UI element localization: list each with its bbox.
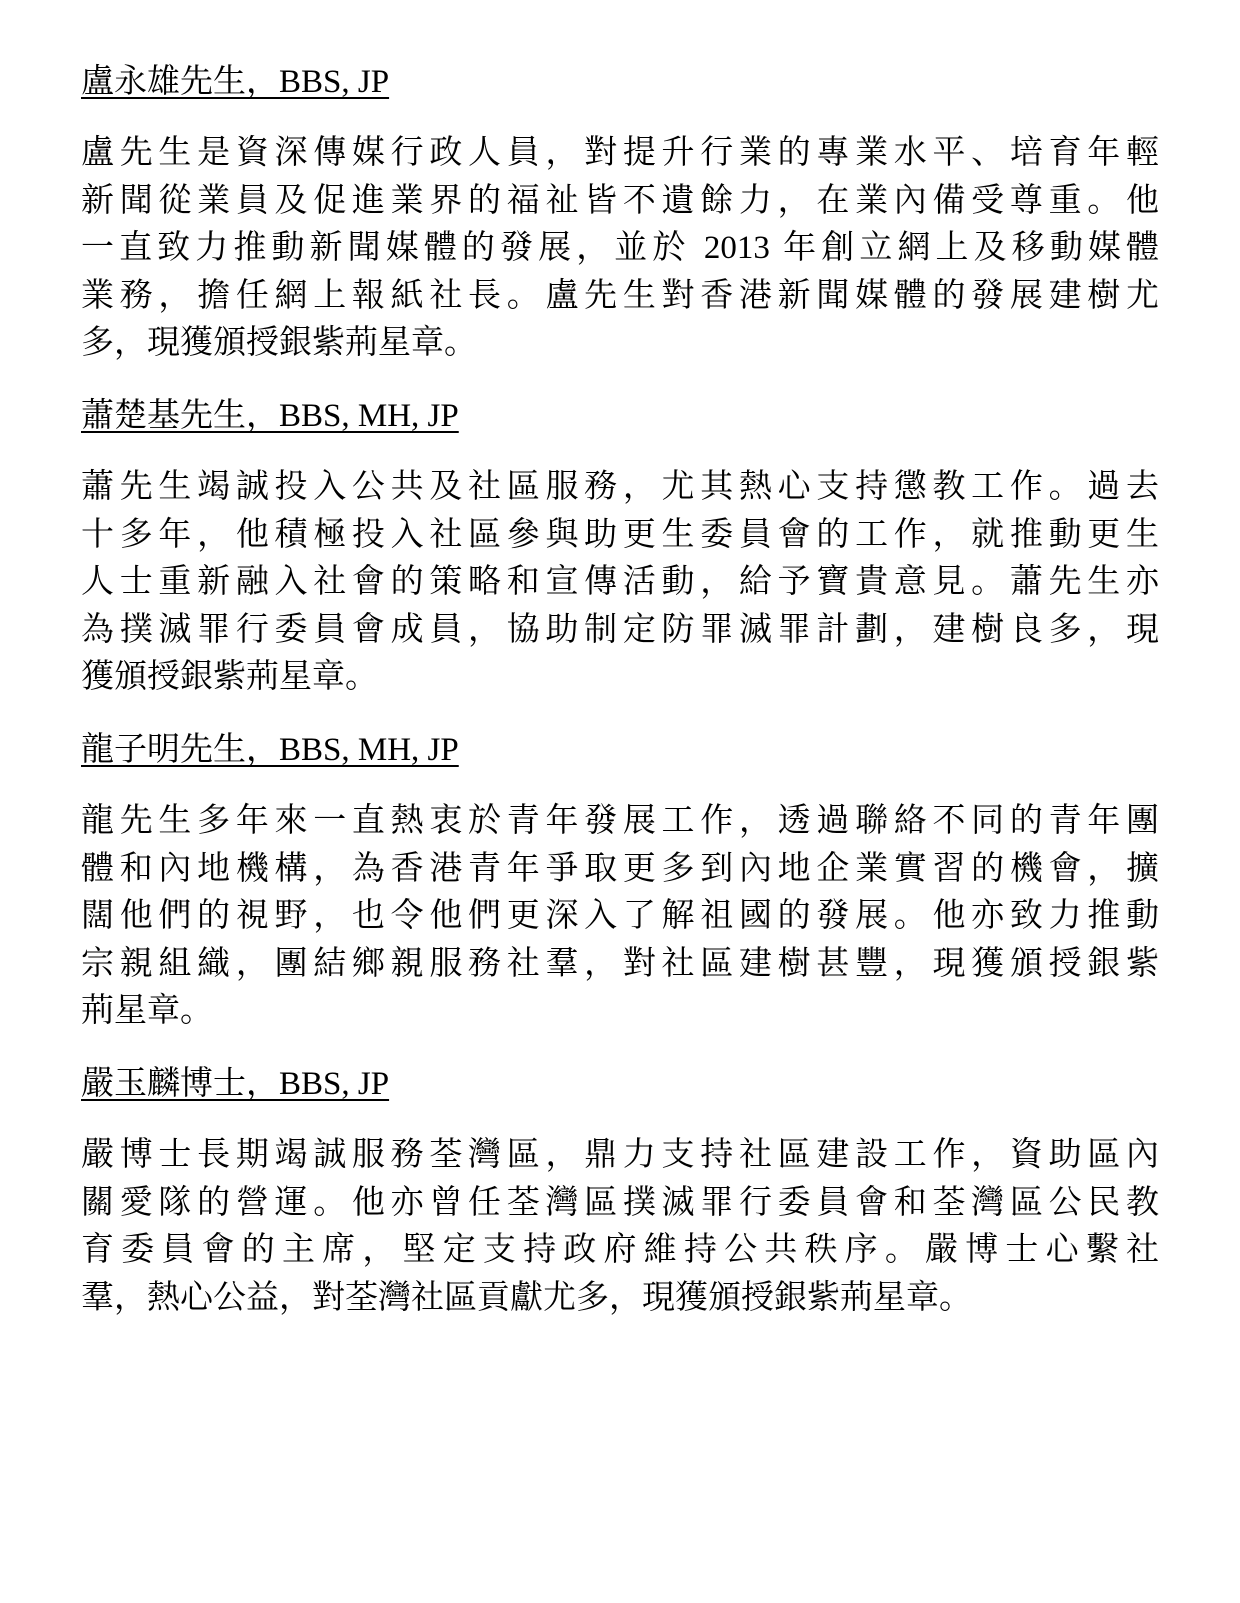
- honoree-name-title: 嚴玉麟博士，BBS, JP: [81, 1065, 390, 1102]
- honoree-heading: [81, 58, 1161, 106]
- honoree-heading: [81, 392, 1161, 440]
- citation-line: 荊星章。: [81, 993, 213, 1030]
- citation-line: 龍先生多年來一直熱衷於青年發展工作，透過聯絡不同的青年團: [81, 802, 1159, 839]
- citation-line: 闊他們的視野，也令他們更深入了解祖國的發展。他亦致力推動: [81, 898, 1159, 935]
- citation-line: 一直致力推動新聞媒體的發展，並於 2013 年創立網上及移動媒體: [81, 230, 1159, 267]
- honoree-entry-lung-tsz-ming: [81, 726, 1161, 1036]
- honoree-name-title: 蕭楚基先生，BBS, MH, JP: [81, 397, 459, 434]
- citation-line: 蕭先生竭誠投入公共及社區服務，尤其熱心支持懲教工作。過去: [81, 468, 1159, 505]
- citation-line: 羣，熱心公益，對荃灣社區貢獻尤多，現獲頒授銀紫荊星章。: [81, 1279, 972, 1316]
- honoree-heading: [81, 1060, 1161, 1108]
- honoree-citation: [81, 464, 1161, 702]
- honoree-name-title: 盧永雄先生，BBS, JP: [81, 64, 390, 100]
- citation-line: 獲頒授銀紫荊星章。: [81, 659, 378, 696]
- citation-line: 宗親組織，團結鄉親服務社羣，對社區建樹甚豐，現獲頒授銀紫: [81, 945, 1159, 982]
- citation-line: 十多年，他積極投入社區參與助更生委員會的工作，就推動更生: [81, 516, 1159, 553]
- honoree-name-title: 龍子明先生，BBS, MH, JP: [81, 731, 459, 768]
- honoree-heading: [81, 726, 1161, 774]
- citation-line: 關愛隊的營運。他亦曾任荃灣區撲滅罪行委員會和荃灣區公民教: [81, 1184, 1159, 1221]
- citation-line: 人士重新融入社會的策略和宣傳活動，給予寶貴意見。蕭先生亦: [81, 564, 1159, 601]
- document-page: [81, 58, 1161, 1346]
- honoree-citation: [81, 130, 1161, 368]
- citation-line: 育委員會的主席，堅定支持政府維持公共秩序。嚴博士心繫社: [81, 1232, 1159, 1269]
- citation-line: 業務，擔任網上報紙社長。盧先生對香港新聞媒體的發展建樹尤: [81, 277, 1159, 314]
- citation-line: 多，現獲頒授銀紫荊星章。: [81, 325, 477, 362]
- honoree-entry-siu-chor-kee: [81, 392, 1161, 702]
- citation-line: 嚴博士長期竭誠服務荃灣區，鼎力支持社區建設工作，資助區內: [81, 1136, 1159, 1173]
- honoree-citation: [81, 798, 1161, 1036]
- honoree-citation: [81, 1132, 1161, 1322]
- citation-line: 體和內地機構，為香港青年爭取更多到內地企業實習的機會，擴: [81, 850, 1159, 887]
- honoree-entry-lo-wing-hung: [81, 58, 1161, 368]
- citation-line: 盧先生是資深傳媒行政人員，對提升行業的專業水平、培育年輕: [81, 135, 1159, 171]
- honoree-entry-yim-yuk-lun: [81, 1060, 1161, 1322]
- citation-line: 新聞從業員及促進業界的福祉皆不遺餘力，在業內備受尊重。他: [81, 182, 1159, 219]
- citation-line: 為撲滅罪行委員會成員，協助制定防罪滅罪計劃，建樹良多，現: [81, 611, 1159, 648]
